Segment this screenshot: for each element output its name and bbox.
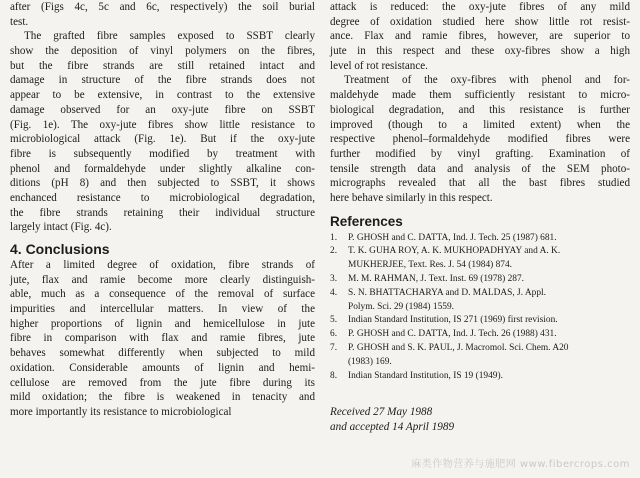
watermark: 麻类作物营养与施肥网 www.fibercrops.com — [411, 459, 630, 470]
paragraph-grafted-fibre — [10, 29, 315, 235]
section-heading-conclusions: 4. Conclusions — [10, 241, 110, 257]
text-line: attack is reduced: the oxy-jute fibres of any mild — [330, 1, 630, 13]
reference-number: 3. — [330, 274, 338, 285]
reference-item — [330, 232, 630, 246]
text-line: fibre is subsequently modified by treatment with — [10, 147, 315, 160]
text-line: ance. Flax and ramie fibres, however, are superior to — [330, 30, 630, 43]
text-line: phenol and formaldehyde under slightly alkaline con- — [10, 162, 315, 175]
text-line: able, much as a consequence of the removal of surface — [10, 288, 315, 301]
text-line: jute in this respect and these oxy-fibres show a high — [330, 45, 630, 58]
text-line: mild oxidation; the fibre is weakened in tenacity and — [10, 391, 315, 404]
paragraph-attack-reduced — [330, 0, 630, 73]
paragraph-conclusions — [10, 258, 315, 420]
left-column — [10, 0, 315, 420]
text-line: After a limited degree of oxidation, fibre strands of — [10, 259, 315, 271]
text-line: damage in structure of the fibre strands does not — [10, 74, 315, 87]
reference-item — [330, 287, 630, 315]
reference-text: MUKHERJEE, Text. Res. J. 54 (1984) 874. — [348, 260, 513, 271]
reference-text: P. GHOSH and S. K. PAUL, J. Macromol. Sci. Chem. A20 — [348, 343, 569, 353]
text-line: higher proportions of lignin and hemicellulose in jute — [10, 317, 315, 330]
text-line: after (Figs 4c, 5c and 6c, respectively) the soil burial — [10, 1, 315, 13]
reference-text: P. GHOSH and C. DATTA, Ind. J. Tech. 26 (1988) 431. — [348, 329, 557, 340]
text-line: damage observed for an oxy-jute fibre on SSBT — [10, 103, 315, 116]
reference-list — [330, 232, 630, 384]
text-line: test. — [10, 15, 29, 28]
text-line: Treatment of the oxy-fibres with phenol and for- — [344, 74, 630, 87]
reference-number: 7. — [330, 343, 338, 353]
text-line: here behave similarly in this respect. — [330, 191, 493, 204]
text-line: but the fibre strands are still retained intact and — [10, 59, 315, 72]
text-line: jute, flax and ramie become more clearly distinguish- — [10, 273, 315, 286]
text-line: maldehyde made them sufficiently resistant to micro- — [330, 89, 630, 102]
paragraph-continuation — [10, 0, 315, 29]
reference-number: 1. — [330, 232, 338, 243]
reference-text: Indian Standard Institution, IS 19 (1949). — [348, 370, 503, 381]
text-line: oxidation. Considerable amounts of lignin and hemi- — [10, 361, 315, 374]
text-line: appear to be extensive, in contrast to the extensive — [10, 89, 315, 102]
text-line: (Fig. 1e). The oxy-jute fibres show little resistance to — [10, 118, 315, 131]
right-column — [330, 0, 630, 434]
reference-number: 5. — [330, 315, 338, 326]
reference-text: Polym. Sci. 29 (1984) 1559. — [348, 301, 454, 312]
text-line: The grafted fibre samples exposed to SSBT clearly — [24, 30, 315, 43]
reference-text: Indian Standard Institution, IS 271 (1969) first revision. — [348, 315, 558, 326]
text-line: show the deposition of vinyl polymers on the fibres, — [10, 45, 315, 58]
text-line: behaves somewhat differently when subjected to mild — [10, 347, 315, 360]
text-line: biological degradation, and this resistance is further — [330, 103, 630, 116]
reference-text: M. M. RAHMAN, J. Text. Inst. 69 (1978) 287. — [348, 274, 524, 285]
references-heading: References — [330, 213, 403, 229]
reference-item — [330, 314, 630, 328]
reference-number: 2. — [330, 246, 338, 257]
reference-text: (1983) 169. — [348, 356, 392, 367]
text-line: the fibre strands retaining their individual structure — [10, 206, 315, 219]
text-line: enchanced resistance to microbiological degradation, — [10, 191, 315, 204]
reference-text: T. K. GUHA ROY, A. K. MUKHOPADHYAY and A. K. — [348, 246, 561, 257]
accepted-date: and accepted 14 April 1989 — [330, 420, 455, 433]
reference-item — [330, 370, 630, 384]
text-line: further modified by vinyl grafting. Examination of — [330, 147, 630, 160]
reference-number: 8. — [330, 370, 338, 381]
text-line: more importantly its resistance to microbiological — [10, 405, 232, 418]
text-line: largely intact (Fig. 4c). — [10, 221, 112, 234]
text-line: ditions (pH 8) and then subjected to SSBT, it shows — [10, 177, 315, 190]
text-line: microbiological attack (Fig. 1e). But if the oxy-jute — [10, 133, 315, 146]
reference-text: S. N. BHATTACHARYA and D. MALDAS, J. Appl. — [348, 287, 546, 298]
reference-item — [330, 328, 630, 342]
reference-number: 4. — [330, 287, 338, 298]
text-line: degree of oxidation studied here show little rot resist- — [330, 15, 630, 28]
text-line: cellulose are removed from the jute fibre during its — [10, 376, 315, 389]
received-date: Received 27 May 1988 — [330, 406, 433, 419]
text-line: respective phenol–formaldehyde modified fibres were — [330, 133, 630, 146]
reference-item — [330, 342, 630, 370]
paragraph-treatment — [330, 73, 630, 205]
text-line: level of rot resistance. — [330, 59, 428, 72]
text-line: micrographs revealed that all the bast fibres studied — [330, 177, 630, 190]
received-dates — [330, 405, 630, 433]
reference-number: 6. — [330, 329, 338, 340]
text-line: improved (though to a limited extent) when the — [330, 118, 630, 131]
reference-item — [330, 273, 630, 287]
text-line: impurities and intercellular matters. In view of the — [10, 303, 315, 316]
text-line: tensile strength data and analysis of the SEM photo- — [330, 162, 630, 175]
text-line: fibre in comparison with flax and ramie fibres, jute — [10, 332, 315, 345]
reference-text: P. GHOSH and C. DATTA, Ind. J. Tech. 25 (1987) 681. — [348, 232, 557, 243]
reference-item — [330, 245, 630, 273]
